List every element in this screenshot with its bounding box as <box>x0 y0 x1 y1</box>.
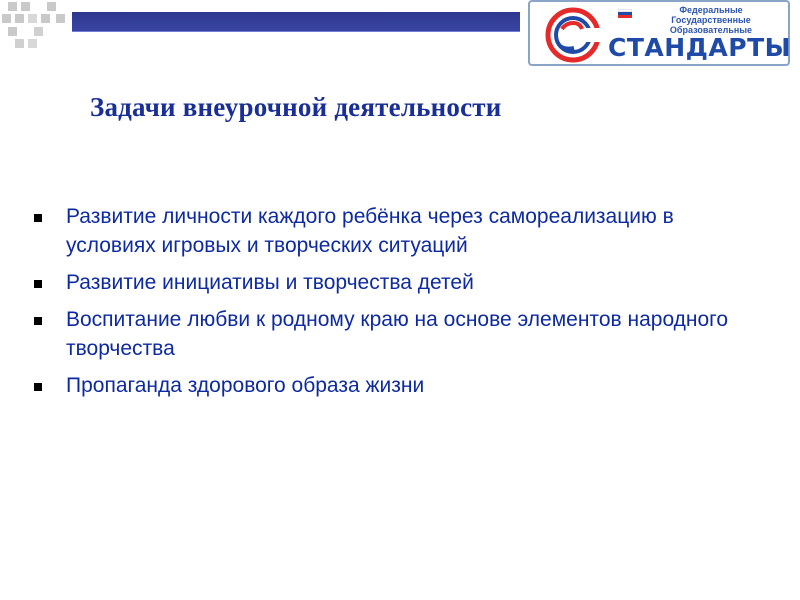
list-item-text: Развитие личности каждого ребёнка через самореализацию в условиях игровых и творческих ситуаций <box>66 205 674 257</box>
logo-caption-line-3: Образовательные <box>669 25 753 35</box>
slide-title: Задачи внеурочной деятельности <box>90 92 502 122</box>
decorative-squares <box>0 0 80 60</box>
logo-caption-line-1: Федеральные <box>679 5 743 15</box>
list-item <box>34 305 734 363</box>
square-bullet-icon <box>34 383 42 391</box>
header-band-underline <box>72 31 520 32</box>
list-item-text: Развитие инициативы и творчества детей <box>66 271 474 294</box>
square-bullet-icon <box>34 280 42 288</box>
square-bullet-icon <box>34 214 42 222</box>
fgos-c-emblem-icon <box>544 6 602 64</box>
bullet-list <box>34 202 734 408</box>
list-item <box>34 268 734 297</box>
header-band <box>72 12 520 32</box>
logo-caption-line-2: Государственные <box>671 15 751 25</box>
list-item <box>34 371 734 400</box>
list-item-text: Пропаганда здорового образа жизни <box>66 374 425 397</box>
list-item-text: Воспитание любви к родному краю на основе элементов народного творчества <box>66 308 729 360</box>
square-bullet-icon <box>34 317 42 325</box>
logo-caption <box>636 5 786 35</box>
fgos-logo <box>528 0 790 66</box>
list-item <box>34 202 734 260</box>
russian-flag-icon <box>618 9 632 18</box>
logo-wordmark: СТАНДАРТЫ <box>608 33 792 62</box>
